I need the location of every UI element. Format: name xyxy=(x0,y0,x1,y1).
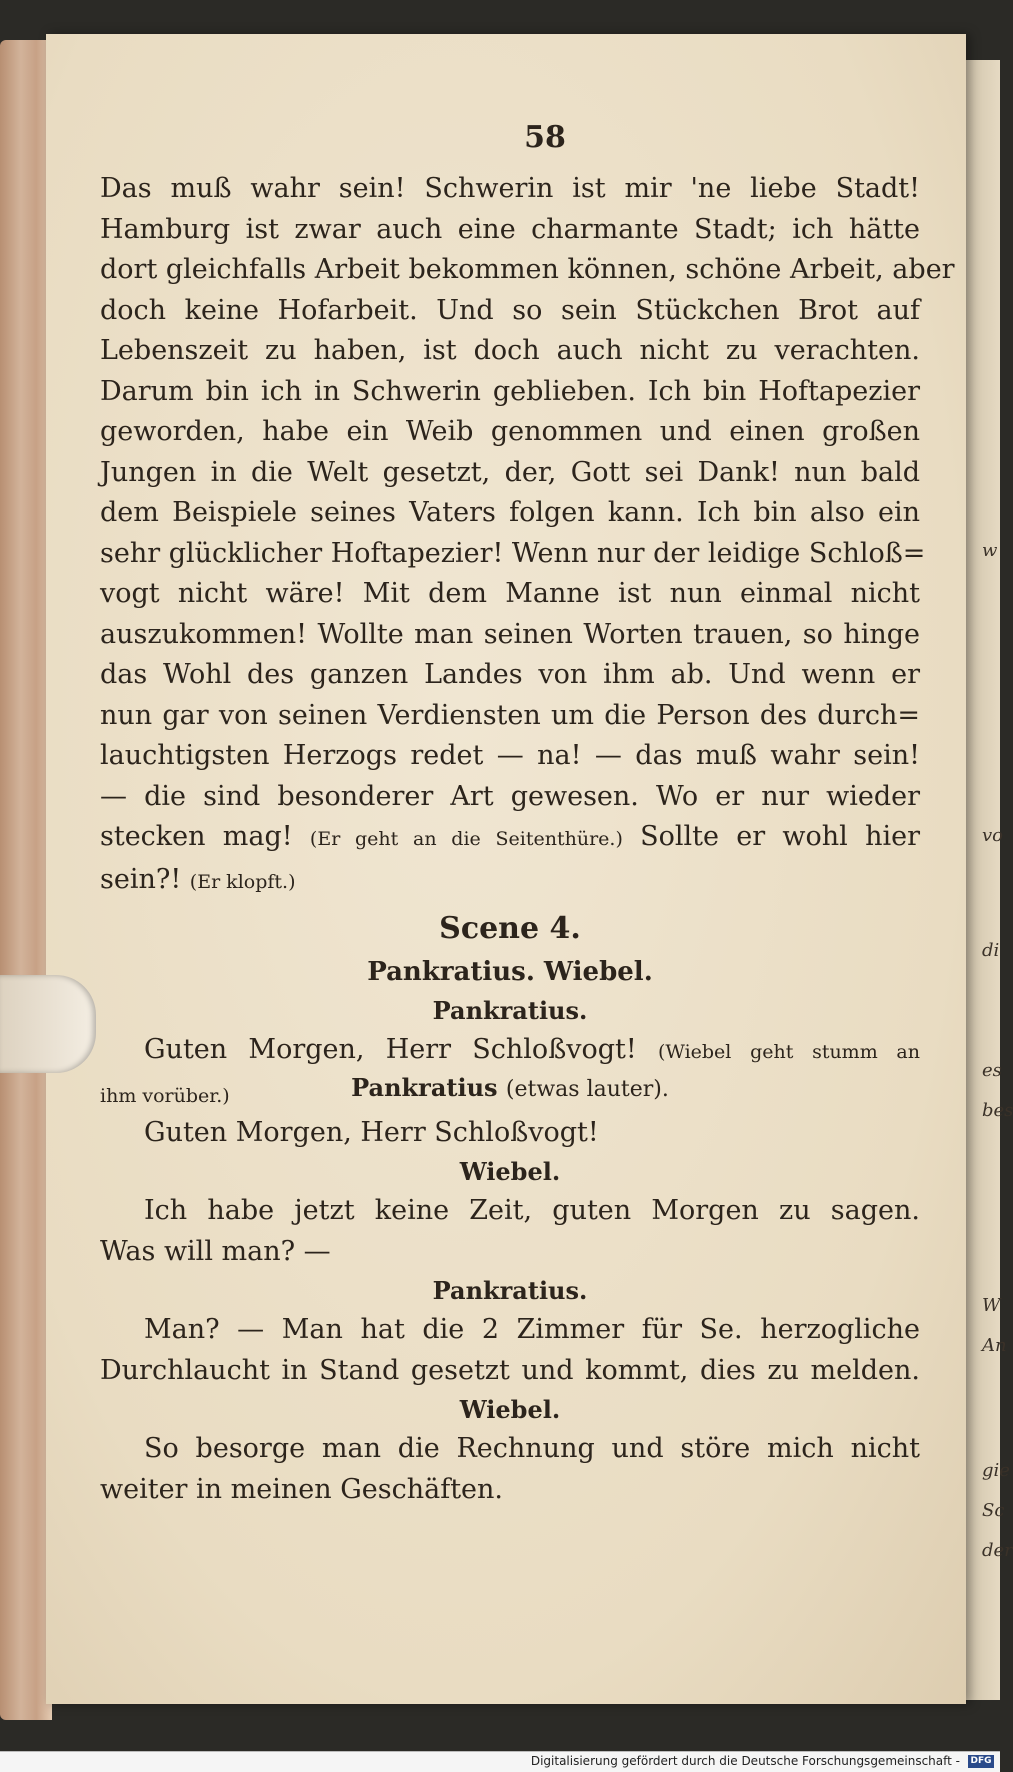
stage-direction: ihm vorüber.) xyxy=(100,1084,230,1107)
dialogue-line: Durchlaucht in Stand gesetzt und kommt, dies zu melden. xyxy=(100,1354,920,1386)
dialogue-line xyxy=(100,1030,920,1073)
dialogue-line: So besorge man die Rechnung und störe mich nicht xyxy=(144,1433,920,1464)
text-line: Darum bin ich in Schwerin geblieben. Ich bin Hoftapezier xyxy=(100,375,920,407)
speaker-note: (etwas lauter). xyxy=(505,1076,669,1102)
text-line: das Wohl des ganzen Landes von ihm ab. Und wenn er xyxy=(100,659,920,690)
text-line: doch keine Hofarbeit. Und so sein Stückchen Brot auf xyxy=(100,294,920,326)
text-line: dem Beispiele seines Vaters folgen kann. Ich bin also ein xyxy=(100,497,920,528)
text-line: lauchtigsten Herzogs redet — na! — das muß wahr sein! xyxy=(100,740,920,771)
text-line: Hamburg ist zwar auch eine charmante Stadt; ich hätte xyxy=(100,213,920,245)
dialogue-line: Was will man? — xyxy=(100,1235,331,1267)
text-line: Das muß wahr sein! Schwerin ist mir 'ne liebe Stadt! xyxy=(100,173,920,204)
dialogue-line: Guten Morgen, Herr Schloßvogt! xyxy=(144,1116,599,1148)
dialogue-line: Man? — Man hat die 2 Zimmer für Se. herzogliche xyxy=(144,1314,920,1345)
right-page-fragment: der xyxy=(982,1540,1013,1561)
scene-heading: Scene 4. xyxy=(439,911,581,946)
text-line xyxy=(100,817,920,860)
text-line: geworden, habe ein Weib genommen und einen großen xyxy=(100,416,920,447)
monologue-paragraph xyxy=(100,169,955,902)
footer-credit: Digitalisierung gefördert durch die Deutsche Forschungsgemeinschaft - xyxy=(530,1754,960,1768)
right-page-fragment: es xyxy=(982,1060,1002,1081)
dialogue-row xyxy=(100,1073,920,1113)
text-line: auszukommen! Wollte man seinen Worten trauen, so hinge xyxy=(100,618,920,650)
speaker-name xyxy=(100,1073,920,1102)
right-page-fragment: vo xyxy=(982,825,1004,846)
right-page-fragment: Sc xyxy=(982,1500,1005,1521)
right-page-fragment: An xyxy=(982,1335,1007,1356)
footer-bar xyxy=(0,1751,1000,1772)
stage-direction: (Er klopft.) xyxy=(189,870,296,893)
text-line: sehr glücklicher Hoftapezier! Wenn nur der leidige Schloß= xyxy=(100,537,926,569)
stage-direction: (Wiebel geht stumm an xyxy=(657,1041,920,1063)
speaker-name: Wiebel. xyxy=(459,1395,561,1424)
text-line: Lebenszeit zu haben, ist doch auch nicht zu verachten. xyxy=(100,335,920,366)
speaker-name-text: Pankratius xyxy=(351,1072,498,1102)
text-line: — die sind besonderer Art gewesen. Wo er nur wieder xyxy=(100,780,920,812)
text-span: stecken mag! xyxy=(100,821,293,852)
right-page-fragment: bes xyxy=(982,1100,1013,1121)
speaker-name: Pankratius. xyxy=(432,996,588,1025)
text-span: Sollte er wohl hier xyxy=(640,821,920,852)
text-line: Jungen in die Welt gesetzt, der, Gott sei Dank! nun bald xyxy=(100,456,920,488)
page-number: 58 xyxy=(524,120,566,155)
stage-direction: (Er geht an die Seitenthüre.) xyxy=(309,828,623,850)
right-page-fragment: W xyxy=(982,1295,1001,1316)
text-line xyxy=(100,860,920,903)
text-span: sein?! xyxy=(100,863,182,895)
dfg-logo: DFG xyxy=(968,1755,994,1768)
right-page-fragment: w xyxy=(982,540,998,561)
text-line: nun gar von seinen Verdiensten um die Person des durch= xyxy=(100,699,920,731)
text-line: dort gleichfalls Arbeit bekommen können, schöne Arbeit, aber xyxy=(100,254,955,285)
right-page-fragment: gie xyxy=(982,1460,1010,1481)
speaker-name: Pankratius. xyxy=(432,1276,588,1305)
book-edge-left xyxy=(0,40,52,1720)
text-span: Guten Morgen, Herr Schloßvogt! xyxy=(144,1034,637,1065)
speaker-name: Wiebel. xyxy=(459,1157,561,1186)
scanner-thumb-clamp xyxy=(0,975,96,1073)
dialogue-line: Ich habe jetzt keine Zeit, guten Morgen zu sagen. xyxy=(144,1195,920,1226)
right-page-fragment: di xyxy=(982,940,1000,961)
scene-characters: Pankratius. Wiebel. xyxy=(367,957,653,987)
dialogue-line: weiter in meinen Geschäften. xyxy=(100,1473,504,1505)
page-text xyxy=(100,120,955,1510)
text-line: vogt nicht wäre! Mit dem Manne ist nun einmal nicht xyxy=(100,578,920,609)
